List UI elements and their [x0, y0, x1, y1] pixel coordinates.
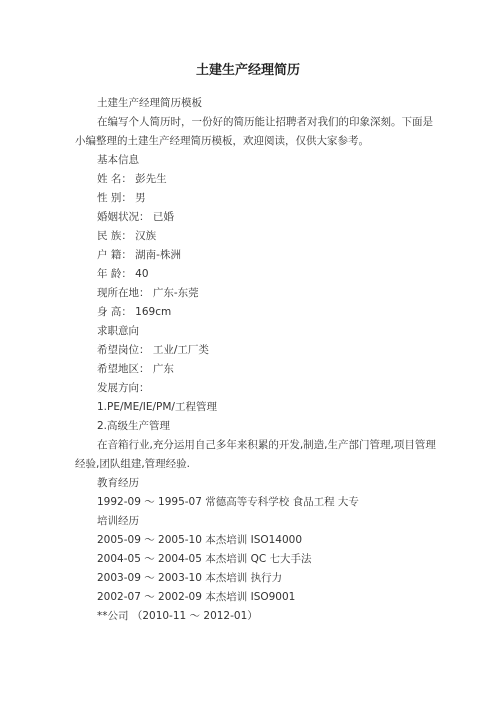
field-desired-position: 希望岗位： 工业/工厂类 — [97, 344, 209, 356]
direction-item-1: 1.PE/ME/IE/PM/工程管理 — [97, 401, 217, 413]
experience-summary-paragraph: 在音箱行业,充分运用自己多年来积累的开发,制造,生产部门管理,项目管理经验,团队组建,管理经验. — [75, 439, 436, 470]
field-desired-region: 希望地区： 广东 — [97, 363, 174, 375]
document-body — [75, 94, 437, 626]
field-gender: 性 别： 男 — [97, 192, 146, 204]
section-training: 培训经历 — [97, 515, 139, 527]
training-item: 2005-09 ～ 2005-10 本杰培训 ISO14000 — [97, 534, 303, 546]
field-name: 姓 名： 彭先生 — [97, 173, 167, 185]
field-age: 年 龄： 40 — [97, 268, 149, 280]
education-item: 1992-09 ～ 1995-07 常德高等专科学校 食品工程 大专 — [97, 496, 359, 508]
template-heading: 土建生产经理简历模板 — [97, 97, 202, 109]
field-household-registration: 户 籍： 湖南-株洲 — [97, 249, 181, 261]
field-development-direction: 发展方向： — [97, 382, 150, 394]
document-title: 土建生产经理简历 — [195, 63, 300, 78]
section-education: 教育经历 — [97, 477, 139, 489]
training-item: 2002-07 ～ 2002-09 本杰培训 ISO9001 — [97, 591, 296, 603]
intro-paragraph: 在编写个人简历时，一份好的简历能让招聘者对我们的印象深刻。下面是小编整理的土建生产经理简历模板，欢迎阅读，仅供大家参考。 — [75, 116, 433, 147]
field-ethnicity: 民 族： 汉族 — [97, 230, 157, 242]
training-item: 2004-05 ～ 2004-05 本杰培训 QC 七大手法 — [97, 553, 312, 565]
field-height: 身 高： 169cm — [97, 306, 172, 318]
section-job-intention: 求职意向 — [97, 325, 139, 337]
section-basic-info: 基本信息 — [97, 154, 139, 166]
field-current-location: 现所在地： 广东-东莞 — [97, 287, 199, 299]
work-experience-company: **公司 （2010-11 ～ 2012-01） — [97, 610, 258, 622]
direction-item-2: 2.高级生产管理 — [97, 420, 171, 432]
field-marital-status: 婚姻状况： 已婚 — [97, 211, 174, 223]
training-item: 2003-09 ～ 2003-10 本杰培训 执行力 — [97, 572, 283, 584]
